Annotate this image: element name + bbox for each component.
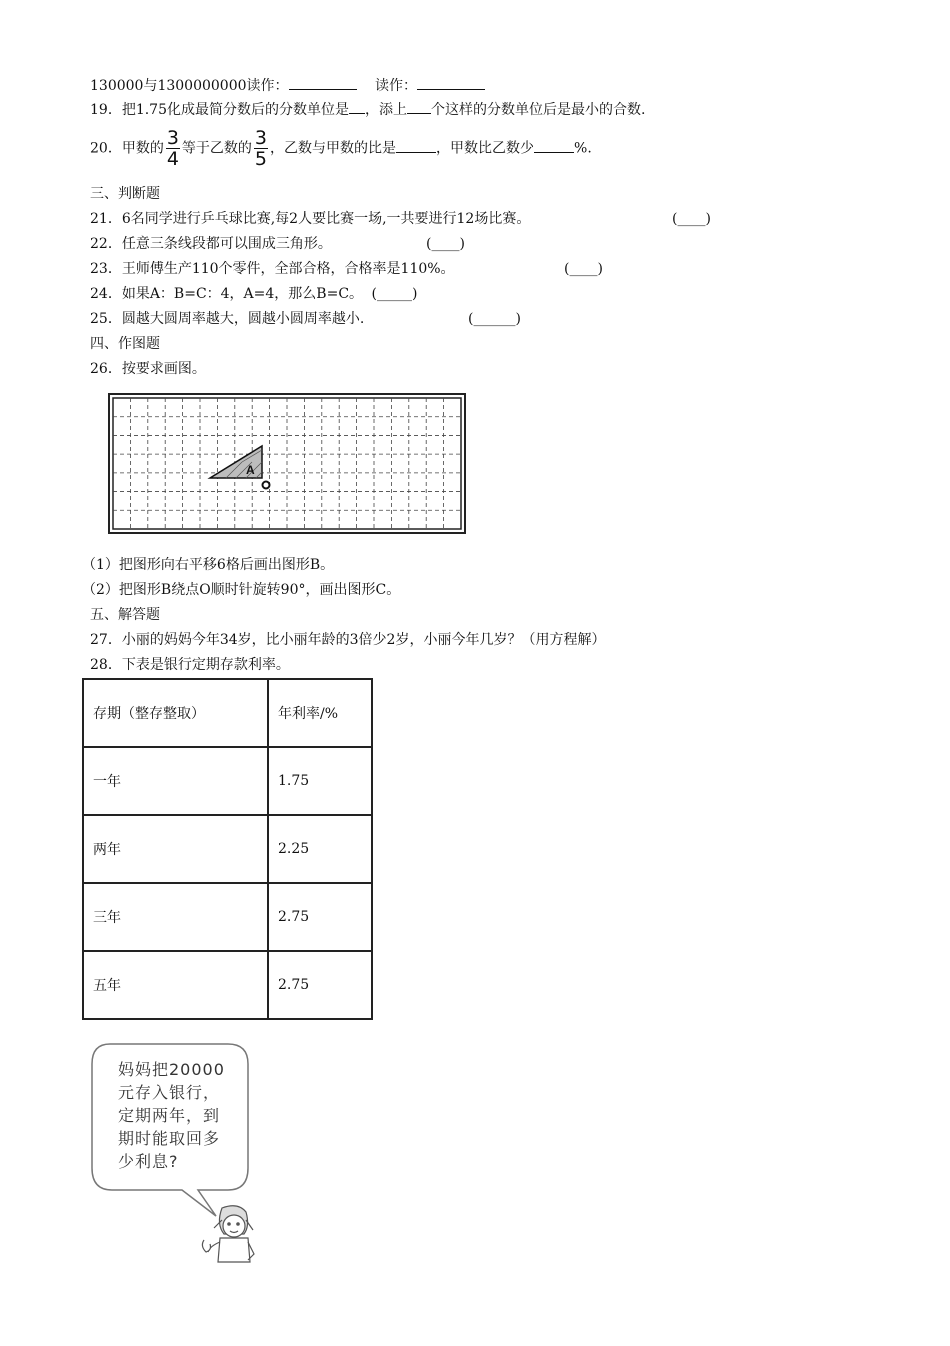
q22-text: 22．任意三条线段都可以围成三角形。 (90, 236, 332, 252)
section4-title: 四、作图题 (90, 336, 160, 352)
q24-answer-paren[interactable]: (_____) (371, 286, 418, 302)
q18-blank-2[interactable] (417, 89, 485, 90)
table-cell-rate: 2.75 (268, 883, 372, 951)
q23-answer-paren[interactable]: (____) (564, 261, 603, 277)
table-cell-term: 三年 (83, 883, 268, 951)
girl-icon (202, 1206, 254, 1262)
table-cell-term: 一年 (83, 747, 268, 815)
q19-text-b: ，添上 (365, 102, 407, 118)
q20-text-b: 等于乙数的 (181, 140, 252, 157)
q20-text-e: %. (574, 140, 592, 157)
q20-line (90, 128, 592, 169)
table-row (83, 815, 372, 883)
q23-text: 23．王师傅生产110个零件，全部合格，合格率是110%。 (90, 261, 455, 277)
q19-blank-1[interactable] (349, 113, 365, 114)
q25-answer-paren[interactable]: (______) (468, 311, 521, 327)
shape-a-label: A (246, 463, 255, 477)
point-o-marker (263, 482, 270, 489)
table-row (83, 747, 372, 815)
q26-sub2: （2）把图形B绕点O顺时针旋转90°，画出图形C。 (82, 582, 401, 598)
q20-text-a: 20．甲数的 (90, 140, 164, 157)
table-row (83, 951, 372, 1019)
q20-blank-2[interactable] (534, 152, 574, 153)
frac2-numerator: 3 (254, 127, 268, 149)
table-cell-term: 两年 (83, 815, 268, 883)
grid-figure (108, 393, 466, 534)
section5-title: 五、解答题 (90, 607, 160, 623)
q18-line (90, 77, 485, 95)
q20-fraction-2 (254, 128, 268, 169)
q20-text-c: ，乙数与甲数的比是 (270, 140, 397, 157)
speech-bubble-text (118, 1058, 248, 1173)
bubble-line: 元存入银行， (118, 1083, 221, 1102)
q25-line (90, 310, 521, 328)
q21-line (90, 210, 711, 228)
table-cell-rate: 2.25 (268, 815, 372, 883)
q18-text: 130000与1300000000读作： (90, 78, 289, 94)
q23-line (90, 260, 603, 278)
bubble-line: 少利息? (118, 1152, 179, 1171)
bubble-line: 定期两年，到 (118, 1106, 221, 1125)
q20-fraction-1 (166, 128, 180, 169)
q22-line (90, 235, 465, 253)
q20-text-d: ，甲数比乙数少 (436, 140, 535, 157)
frac1-denominator: 4 (166, 148, 179, 170)
q24-text: 24．如果A：B=C：4，A=4，那么B=C。 (90, 286, 364, 302)
q21-text: 21．6名同学进行乒乓球比赛,每2人要比赛一场,一共要进行12场比赛。 (90, 211, 531, 227)
q24-line (90, 285, 417, 303)
q25-text: 25．圆越大圆周率越大，圆越小圆周率越小. (90, 311, 365, 327)
q18-read-label: 读作： (374, 78, 417, 94)
q26-sub1: （1）把图形向右平移6格后画出图形B。 (82, 557, 335, 573)
q21-answer-paren[interactable]: (____) (672, 211, 711, 227)
q19-text-c: 个这样的分数单位后是最小的合数. (431, 102, 646, 118)
interest-rate-table (82, 678, 373, 1020)
q22-answer-paren[interactable]: (____) (426, 236, 465, 252)
q19-line (90, 101, 645, 119)
frac1-numerator: 3 (166, 127, 179, 149)
frac2-denominator: 5 (254, 148, 268, 170)
table-cell-rate: 1.75 (268, 747, 372, 815)
q26-text: 26．按要求画图。 (90, 361, 206, 377)
table-header-term: 存期（整存整取） (83, 679, 268, 747)
bubble-line: 妈妈把20000 (118, 1060, 225, 1079)
table-header-row (83, 679, 372, 747)
table-header-rate: 年利率/% (268, 679, 372, 747)
q18-blank-1[interactable] (289, 89, 357, 90)
q27-text: 27．小丽的妈妈今年34岁，比小丽年龄的3倍少2岁，小丽今年几岁？（用方程解） (90, 632, 606, 648)
q28-text: 28．下表是银行定期存款利率。 (90, 657, 290, 673)
bubble-line: 期时能取回多 (118, 1129, 221, 1148)
table-row (83, 883, 372, 951)
q19-blank-2[interactable] (407, 113, 431, 114)
table-cell-term: 五年 (83, 951, 268, 1019)
section3-title: 三、判断题 (90, 186, 160, 202)
q19-text-a: 19．把1.75化成最简分数后的分数单位是 (90, 102, 349, 118)
table-cell-rate: 2.75 (268, 951, 372, 1019)
q20-blank-1[interactable] (396, 152, 436, 153)
